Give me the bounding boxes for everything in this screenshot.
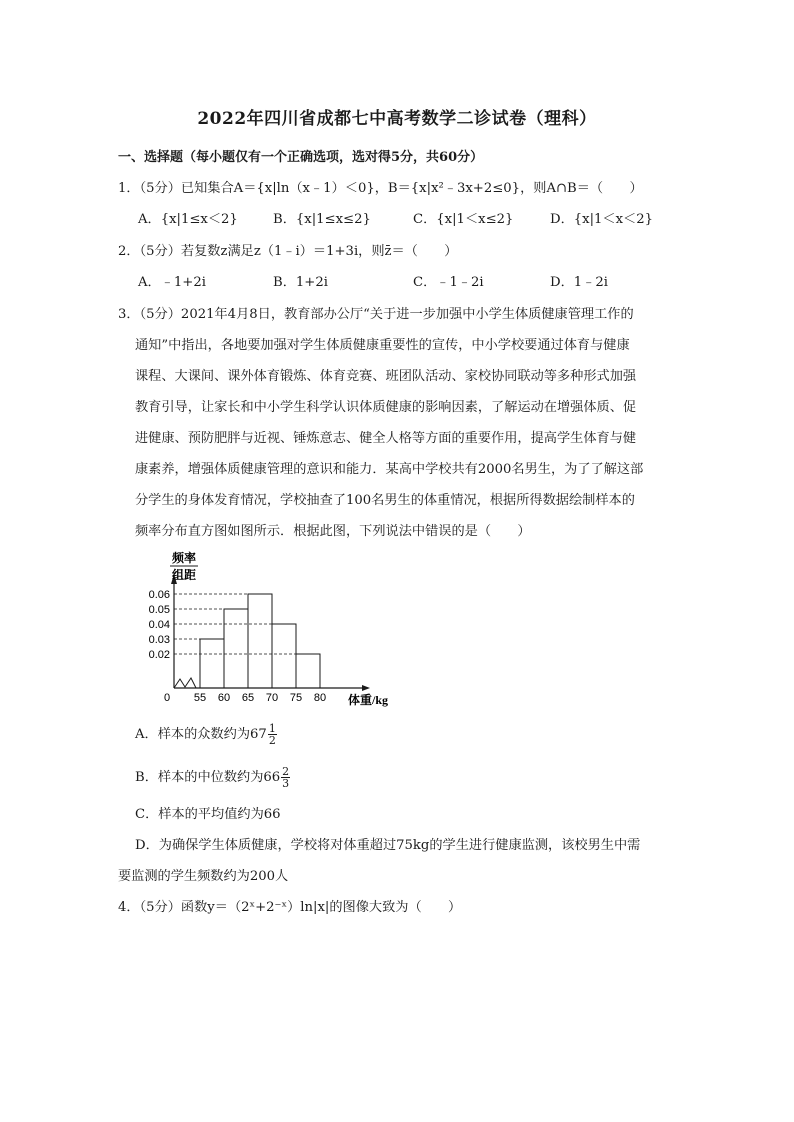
q1-option-c: C．{x|1＜x≤2} — [413, 212, 514, 227]
x-tick-label: 65 — [241, 692, 255, 704]
x-tick-label: 60 — [217, 692, 231, 704]
question-3-line-6: 康素养，增强体质健康管理的意识和能力．某高中学校共有2000名男生，为了了解这部 — [135, 462, 644, 477]
x-tick-label: 80 — [313, 692, 327, 704]
x-tick-label: 70 — [265, 692, 279, 704]
q3-option-b — [135, 766, 290, 789]
axis-break — [174, 678, 196, 688]
origin-label: 0 — [164, 692, 171, 704]
q2-option-b: B．1+2i — [273, 275, 328, 290]
q2-option-a: A．﹣1+2i — [138, 275, 206, 290]
question-2-stem: 2．（5分）若复数z满足z（1﹣i）＝1+3i，则z̄＝（ ） — [118, 244, 458, 259]
question-3-line-1: 3．（5分）2021年4月8日，教育部办公厅“关于进一步加强中小学生体质健康管理工作的 — [118, 307, 634, 322]
fraction-denominator: 3 — [282, 777, 290, 790]
q2-option-c: C．﹣1﹣2i — [413, 275, 484, 290]
y-tick-label: 0.05 — [148, 604, 170, 616]
q3-option-d-line-1: D．为确保学生体质健康，学校将对体重超过75kg的学生进行健康监测，该校男生中需 — [135, 838, 641, 853]
page-title: 2022年四川省成都七中高考数学二诊试卷（理科） — [197, 109, 597, 129]
x-axis-arrow — [362, 685, 370, 691]
y-tick-label: 0.02 — [148, 649, 170, 661]
section-heading: 一、选择题（每小题仅有一个正确选项，选对得5分，共60分） — [118, 150, 484, 165]
q3-option-a-fraction — [268, 723, 277, 746]
q1-option-d: D．{x|1＜x＜2} — [550, 212, 654, 227]
q1-option-b: B．{x|1≤x≤2} — [273, 212, 371, 227]
question-1-stem: 1．（5分）已知集合A＝{x|ln（x﹣1）＜0}，B＝{x|x²﹣3x+2≤0}，则A∩B＝（ ） — [118, 181, 643, 196]
q3-option-a — [135, 723, 277, 746]
histogram-bar — [296, 654, 320, 688]
histogram-bar — [272, 624, 296, 688]
question-3-line-7: 分学生的身体发育情况，学校抽查了100名男生的体重情况，根据所得数据绘制样本的 — [135, 493, 635, 508]
q2-option-d: D．1﹣2i — [550, 275, 608, 290]
q3-option-b-text: B．样本的中位数约为66 — [135, 770, 281, 785]
x-tick-label: 55 — [193, 692, 207, 704]
q3-option-a-text: A．样本的众数约为67 — [135, 727, 267, 742]
fraction-denominator: 2 — [268, 734, 276, 747]
histogram-bar — [248, 594, 272, 688]
y-tick-label: 0.04 — [148, 619, 170, 631]
y-tick-label: 0.06 — [148, 589, 170, 601]
question-4-stem: 4．（5分）函数y＝（2ˣ+2⁻ˣ）ln|x|的图像大致为（ ） — [118, 900, 462, 915]
question-3-line-4: 教育引导，让家长和中小学生科学认识体质健康的影响因素，了解运动在增强体质、促 — [135, 400, 637, 415]
question-3-line-8: 频率分布直方图如图所示．根据此图，下列说法中错误的是（ ） — [135, 524, 531, 539]
q3-option-d-line-2: 要监测的学生频数约为200人 — [118, 869, 289, 884]
x-tick-label: 75 — [289, 692, 303, 704]
x-axis-label: 体重/kg — [348, 693, 389, 707]
fraction-numerator: 1 — [268, 722, 276, 735]
question-3-line-5: 进健康、预防肥胖与近视、锤炼意志、健全人格等方面的重要作用，提高学生体育与健 — [135, 431, 637, 446]
question-3-line-3: 课程、大课间、课外体育锻炼、体育竞赛、班团队活动、家校协同联动等多种形式加强 — [135, 369, 637, 384]
q3-option-b-fraction — [281, 766, 290, 789]
histogram-bar — [224, 609, 248, 688]
q3-option-c: C．样本的平均值约为66 — [135, 807, 281, 822]
y-axis-label-bottom: 组距 — [172, 568, 197, 582]
question-3-line-2: 通知”中指出，各地要加强对学生体质健康重要性的宣传，中小学校要通过体育与健康 — [135, 338, 630, 353]
y-tick-label: 0.03 — [148, 634, 170, 646]
q1-option-a: A．{x|1≤x＜2} — [138, 212, 238, 227]
y-axis-label-top: 频率 — [172, 551, 197, 565]
histogram-bar — [200, 639, 224, 688]
frequency-histogram — [130, 548, 410, 713]
fraction-numerator: 2 — [282, 765, 290, 778]
